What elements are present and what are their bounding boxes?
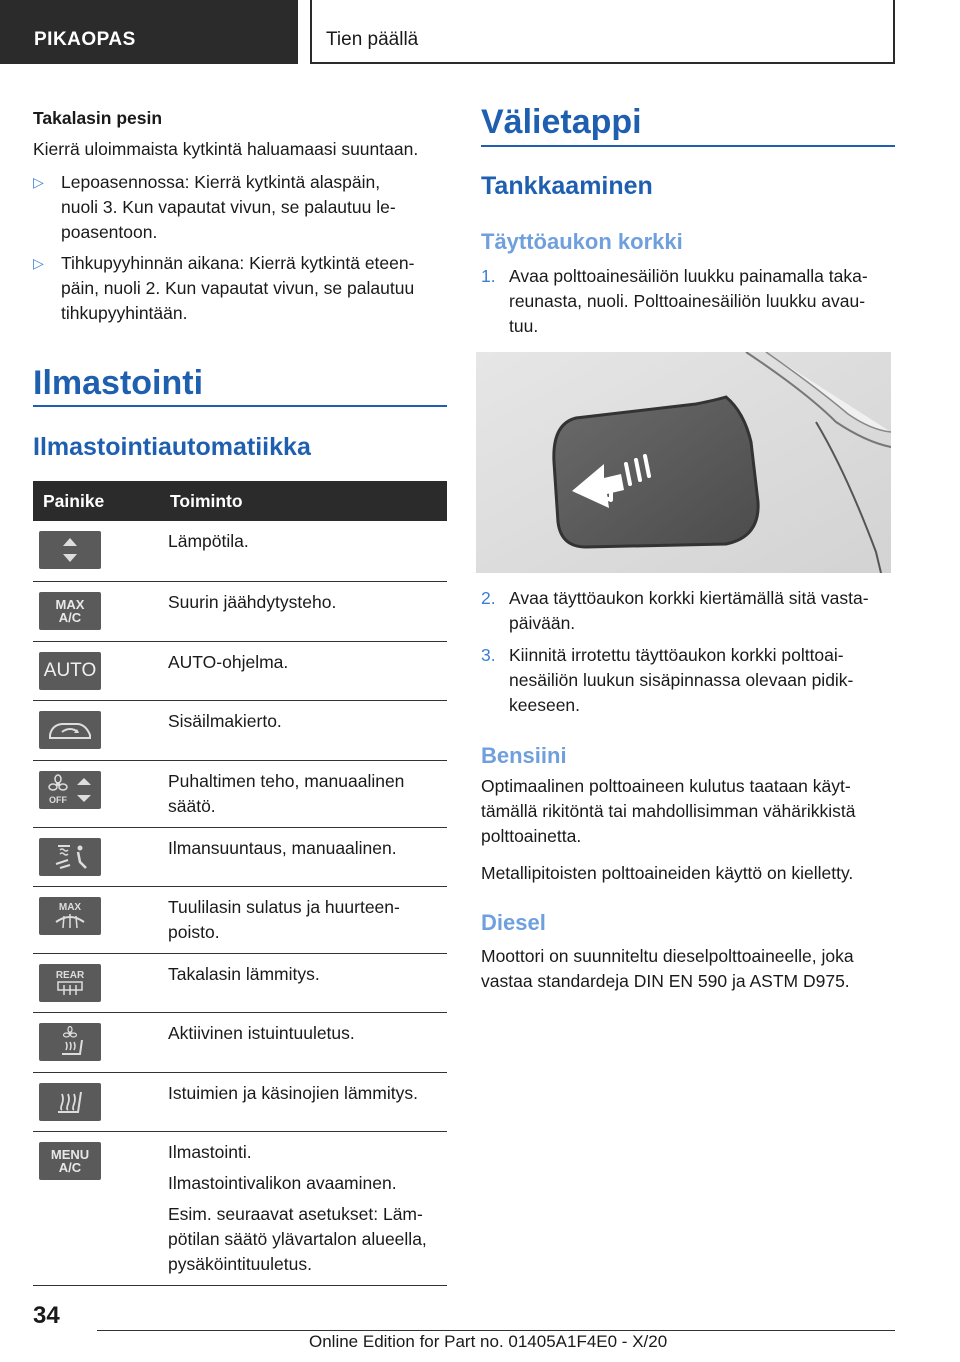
function-text: AUTO-ohjelma.	[168, 651, 289, 672]
step-line: nesäiliön luukun sisäpinnassa olevaan pidik‐	[509, 670, 854, 690]
function-text: pötilan säätö ylävartalon alueella,	[168, 1228, 427, 1249]
heading-rule	[481, 145, 895, 147]
section-heading: Ilmastointi	[33, 364, 204, 402]
function-text: Suurin jäähdytysteho.	[168, 591, 337, 612]
numbered-step	[481, 264, 895, 339]
section-label: PIKAOPAS	[34, 29, 136, 50]
function-text: Istuimien ja käsinojien lämmitys.	[168, 1082, 418, 1103]
table-row	[33, 886, 447, 953]
function-text: Ilmastointi.	[168, 1141, 252, 1162]
heading-rule	[33, 405, 447, 407]
climate-controls-table	[33, 481, 447, 1286]
step-line: Avaa täyttöaukon korkki kiertämällä sitä vasta‐	[509, 588, 869, 608]
edition-text: Online Edition for Part no. 01405A1F4E0 - X/20	[309, 1332, 668, 1351]
table-row	[33, 521, 447, 581]
paragraph-line: vastaa standardeja DIN EN 590 ja ASTM D975.	[481, 971, 850, 991]
max-defrost-icon	[39, 897, 101, 935]
subsection-heading: Tankkaaminen	[481, 172, 653, 200]
step-line: keeseen.	[509, 695, 581, 715]
paragraph-line: Optimaalinen polttoaineen kulutus taataan käyt‐	[481, 776, 851, 796]
table-row	[33, 581, 447, 641]
step-line: tuu.	[509, 316, 539, 336]
topic-heading: Diesel	[481, 910, 546, 935]
function-text: pysäköintituuletus.	[168, 1253, 312, 1274]
petrol-note: Metallipitoisten polttoaineiden käyttö on kielletty.	[481, 863, 854, 883]
function-text: poisto.	[168, 921, 220, 942]
section-heading: Välietappi	[481, 103, 642, 141]
chapter-tab	[310, 0, 895, 64]
diesel-paragraph	[481, 944, 895, 994]
table-row	[33, 700, 447, 760]
temperature-arrows-icon	[39, 531, 101, 569]
page-number: 34	[33, 1302, 60, 1329]
bullet-line: Tihkupyyhinnän aikana: Kierrä kytkintä eteen‐	[61, 253, 415, 273]
petrol-paragraph	[481, 774, 895, 849]
function-text: Esim. seuraavat asetukset: Läm‐	[168, 1203, 423, 1224]
subsection-heading: Ilmastointiautomatiikka	[33, 433, 311, 461]
paragraph-line: Moottori on suunniteltu dieselpolttoaineelle, joka	[481, 946, 854, 966]
bullet-item	[33, 170, 447, 245]
auto-icon: AUTO	[39, 652, 101, 690]
fuel-flap-illustration	[476, 352, 891, 573]
function-text: Ilmastointivalikon avaaminen.	[168, 1172, 397, 1193]
step-line: päivään.	[509, 613, 576, 633]
step-number: 3.	[481, 645, 496, 665]
fan-off-icon	[39, 771, 101, 809]
footer-rule	[97, 1330, 895, 1331]
wiper-text: Kierrä uloimmaista kytkintä haluamaasi suuntaan.	[33, 139, 419, 159]
numbered-step	[481, 586, 895, 636]
table-header-row	[33, 481, 447, 521]
table-row	[33, 641, 447, 700]
function-text: Puhaltimen teho, manuaalinen	[168, 770, 405, 791]
function-text: Aktiivinen istuintuuletus.	[168, 1022, 355, 1043]
step-line: Avaa polttoainesäiliön luukku painamalla taka‐	[509, 266, 868, 286]
seat-ventilation-icon	[39, 1023, 101, 1061]
section-tab	[0, 0, 298, 64]
numbered-step	[481, 643, 895, 718]
step-number: 1.	[481, 266, 496, 286]
table-row	[33, 1012, 447, 1072]
function-text: Takalasin lämmitys.	[168, 963, 320, 984]
bullet-line: päin, nuoli 2. Kun vapautat vivun, se palautuu	[61, 278, 415, 298]
function-text: Lämpötila.	[168, 531, 249, 551]
column-header: Toiminto	[166, 481, 447, 521]
wiper-title: Takalasin pesin	[33, 108, 163, 128]
bullet-line: Lepoasennossa: Kierrä kytkintä alaspäin,	[61, 172, 381, 192]
svg-text:REAR: REAR	[55, 969, 85, 981]
step-line: Kiinnitä irrotettu täyttöaukon korkki polttoai‐	[509, 645, 844, 665]
column-header: Painike	[33, 481, 166, 521]
function-text: Sisäilmakierto.	[168, 710, 282, 731]
table-row	[33, 760, 447, 827]
table-row	[33, 953, 447, 1012]
topic-heading: Bensiini	[481, 743, 567, 768]
bullet-item	[33, 251, 447, 326]
bullet-marker-icon: ▷	[33, 255, 44, 271]
bullet-line: poasentoon.	[61, 222, 158, 242]
svg-text:OFF: OFF	[49, 794, 67, 805]
recirculation-icon	[39, 711, 101, 749]
max-ac-icon: MAX A/C	[39, 592, 101, 630]
svg-text:MAX: MAX	[58, 901, 82, 913]
bullet-line: nuoli 3. Kun vapautat vivun, se palautuu le‐	[61, 197, 396, 217]
table-row	[33, 827, 447, 886]
function-text: Tuulilasin sulatus ja huurteen‐	[168, 896, 400, 917]
rear-defrost-icon	[39, 964, 101, 1002]
bullet-line: tihkupyyhintään.	[61, 303, 188, 323]
paragraph-line: tämällä rikitöntä tai mahdollisimman vähärikkistä	[481, 801, 856, 821]
seat-heating-icon	[39, 1083, 101, 1121]
air-distribution-icon	[39, 838, 101, 876]
step-number: 2.	[481, 588, 496, 608]
step-line: reunasta, nuoli. Polttoainesäiliön luukku avau‐	[509, 291, 866, 311]
chapter-label: Tien päällä	[326, 29, 419, 50]
table-row	[33, 1131, 447, 1285]
paragraph-line: polttoainetta.	[481, 826, 582, 846]
function-text: Ilmansuuntaus, manuaalinen.	[168, 837, 397, 858]
menu-ac-icon: MENU A/C	[39, 1142, 101, 1180]
function-text: säätö.	[168, 795, 216, 816]
topic-heading: Täyttöaukon korkki	[481, 229, 683, 254]
table-row	[33, 1072, 447, 1131]
bullet-marker-icon: ▷	[33, 174, 44, 190]
